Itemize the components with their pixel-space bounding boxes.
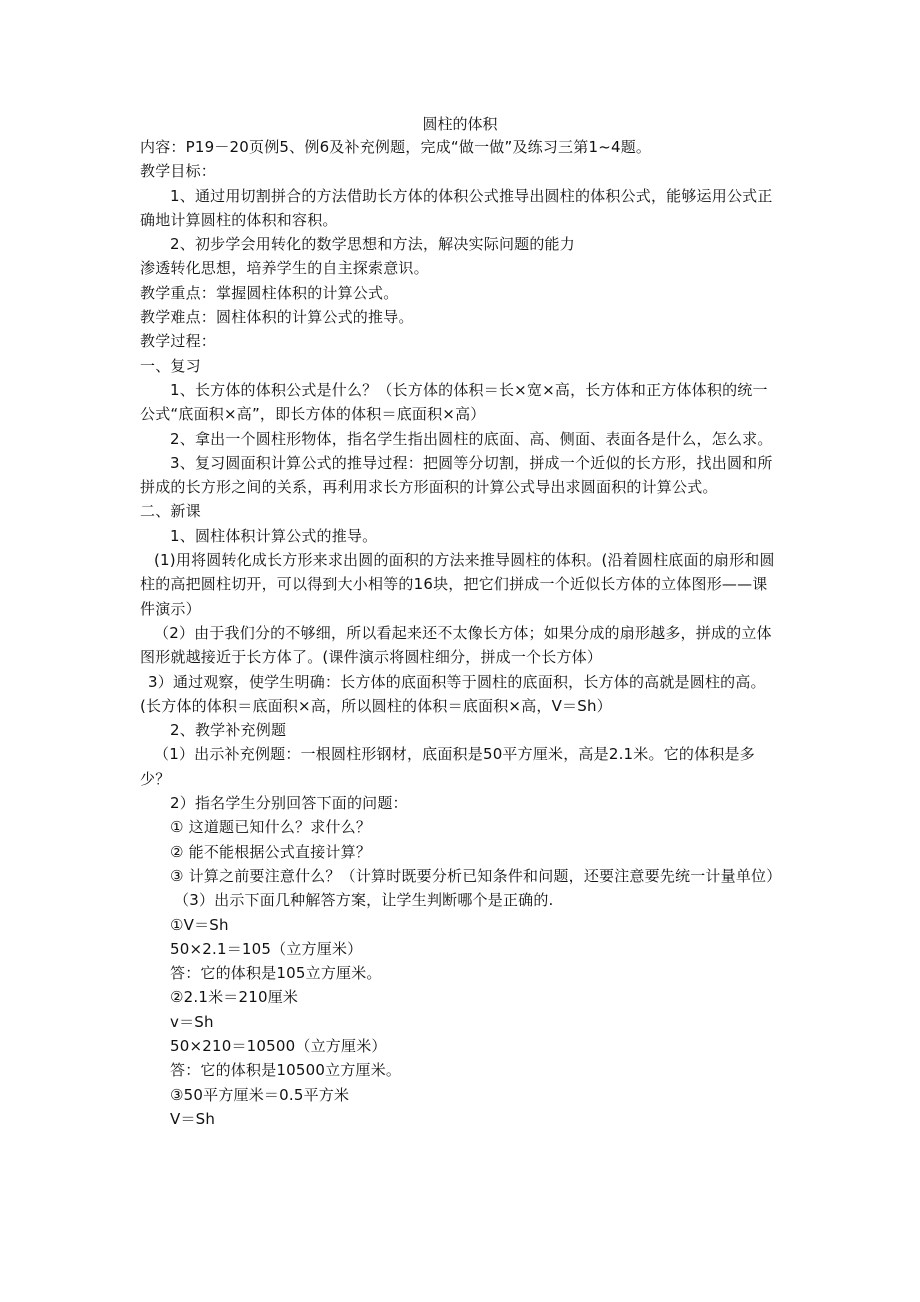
paragraph: （2）由于我们分的不够细，所以看起来还不太像长方体；如果分成的扇形越多，拼成的立体图形就越接近于长方体了。(课件演示将圆柱细分，拼成一个长方体） <box>140 623 772 667</box>
solution-line: 50×2.1＝105（立方厘米） <box>170 939 363 958</box>
content-line: 内容：P19－20页例5、例6及补充例题，完成“做一做”及练习三第1~4题。 <box>140 138 652 156</box>
paragraph: （1）出示补充例题：一根圆柱形钢材，底面积是50平方厘米，高是2.1米。它的体积是多少？ <box>140 745 755 788</box>
paragraph: 2）指名学生分别回答下面的问题： <box>170 794 408 813</box>
solution-line: V＝Sh <box>170 1109 216 1128</box>
document-title: 圆柱的体积 <box>422 115 498 133</box>
paragraph: 2、拿出一个圆柱形物体，指名学生指出圆柱的底面、高、侧面、表面各是什么，怎么求。 <box>170 429 773 448</box>
section-heading: 教学过程： <box>140 332 217 351</box>
paragraph: 3、复习圆面积计算公式的推导过程：把圆等分切割，拼成一个近似的长方形，找出圆和所拼成的长方形之间的关系，再利用求长方形面积的计算公式导出求圆面积的计算公式。 <box>140 453 773 497</box>
paragraph: 1、长方体的体积公式是什么？（长方体的体积＝长×宽×高，长方体和正方体体积的统一公式“底面积×高”，即长方体的体积＝底面积×高） <box>140 380 768 424</box>
solution-line: v＝Sh <box>170 1012 214 1031</box>
solution-line: ③50平方厘米＝0.5平方米 <box>170 1085 350 1104</box>
solution-line: ①V＝Sh <box>170 915 229 934</box>
paragraph: 2、初步学会用转化的数学思想和方法，解决实际问题的能力 <box>170 235 575 254</box>
solution-line: 答：它的体积是105立方厘米。 <box>170 964 382 983</box>
solution-line: 答：它的体积是10500立方厘米。 <box>170 1061 402 1080</box>
paragraph: 2、教学补充例题 <box>170 721 287 740</box>
solution-line: ②2.1米＝210厘米 <box>170 988 299 1007</box>
question-item: ① 这道题已知什么？求什么？ <box>170 818 372 837</box>
paragraph: 3）通过观察，使学生明确：长方体的底面积等于圆柱的底面积，长方体的高就是圆柱的高。(长方体的体积＝底面积×高，所以圆柱的体积＝底面积×高，V＝Sh） <box>140 672 766 715</box>
paragraph: 渗透转化思想，培养学生的自主探索意识。 <box>140 259 429 278</box>
solution-line: 50×210＝10500（立方厘米） <box>170 1036 387 1055</box>
question-item: ② 能不能根据公式直接计算？ <box>170 842 372 861</box>
paragraph: 1、通过用切割拼合的方法借助长方体的体积公式推导出圆柱的体积公式，能够运用公式正确地计算圆柱的体积和容积。 <box>140 186 773 229</box>
question-item: ③ 计算之前要注意什么？（计算时既要分析已知条件和问题，还要注意要先统一计量单位） <box>170 866 782 885</box>
section-heading: 二、新课 <box>140 502 201 521</box>
paragraph: （3）出示下面几种解答方案，让学生判断哪个是正确的. <box>174 891 554 910</box>
paragraph: 1、圆柱体积计算公式的推导。 <box>170 526 378 545</box>
section-heading: 教学目标： <box>140 162 217 181</box>
document-body <box>140 135 782 1131</box>
section-heading: 教学重点：掌握圆柱体积的计算公式。 <box>140 283 399 302</box>
section-heading: 教学难点：圆柱体积的计算公式的推导。 <box>140 308 414 327</box>
paragraph: (1)用将圆转化成长方形来求出圆的面积的方法来推导圆柱的体积。(沿着圆柱底面的扇形和圆柱的高把圆柱切开，可以得到大小相等的16块，把它们拼成一个近似长方体的立体图形——课件演示） <box>140 551 775 618</box>
section-heading: 一、复习 <box>140 356 201 375</box>
